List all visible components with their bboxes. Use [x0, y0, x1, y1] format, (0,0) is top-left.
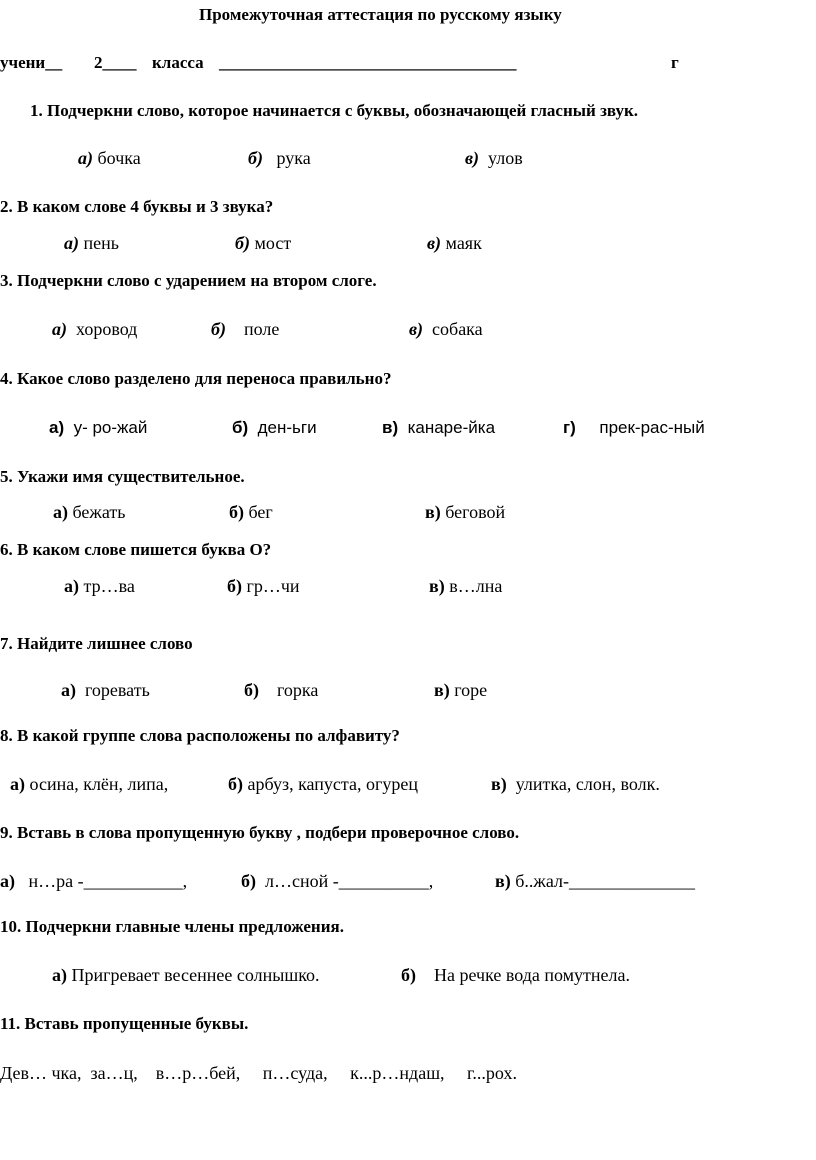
q2-option-b: [235, 233, 291, 254]
option-text: маяк: [445, 233, 482, 253]
option-label: г): [563, 418, 576, 437]
option-label: а): [0, 871, 15, 891]
q4-option-a: [49, 418, 147, 438]
option-label: в): [382, 418, 399, 437]
q10-option-b: [401, 965, 630, 986]
option-label: б): [229, 502, 244, 522]
option-label: а): [10, 774, 25, 794]
option-label: а): [52, 319, 67, 339]
option-text: улов: [488, 148, 523, 168]
grade-field: 2____: [94, 53, 137, 72]
option-text: гр…чи: [246, 576, 300, 596]
option-text: Пригревает весеннее солнышко.: [71, 965, 320, 985]
option-label: а): [64, 233, 79, 253]
q7-option-c: [434, 680, 487, 701]
option-label: а): [52, 965, 67, 985]
option-label: а): [78, 148, 93, 168]
q9-option-a: [0, 871, 187, 892]
q9-option-b: [241, 871, 433, 892]
option-text: хоровод: [76, 319, 138, 339]
option-label: б): [227, 576, 242, 596]
option-text: арбуз, капуста, огурец: [247, 774, 418, 794]
q8-option-a: [10, 774, 168, 795]
q4-option-c: [382, 418, 495, 438]
option-text: л…сной -__________,: [265, 871, 434, 891]
option-label: б): [232, 418, 249, 437]
option-text: собака: [432, 319, 483, 339]
question-10: 10. Подчеркни главные члены предложения.: [0, 917, 344, 936]
option-label: в): [495, 871, 511, 891]
option-text: ден-ьги: [257, 418, 317, 437]
q8-option-c: [491, 774, 660, 795]
option-label: б): [248, 148, 263, 168]
option-label: б): [241, 871, 256, 891]
option-label: а): [49, 418, 65, 437]
option-label: в): [409, 319, 424, 339]
option-text: прек-рас-ный: [599, 418, 705, 437]
q1-option-b: [248, 148, 311, 169]
option-label: б): [228, 774, 243, 794]
header-suffix: г: [671, 53, 679, 72]
question-4: 4. Какое слово разделено для переноса правильно?: [0, 369, 392, 388]
option-text: мост: [254, 233, 292, 253]
question-5: 5. Укажи имя существительное.: [0, 467, 245, 486]
q3-option-a: [52, 319, 137, 340]
question-7: 7. Найдите лишнее слово: [0, 634, 193, 653]
option-text: осина, клён, липа,: [29, 774, 169, 794]
option-text: улитка, слон, волк.: [515, 774, 660, 794]
page-title: Промежуточная аттестация по русскому языку: [199, 5, 562, 24]
q2-option-c: [427, 233, 482, 254]
q11-words: Дев… чка, за…ц, в…р…бей, п…суда, к...р…ндаш, г...рох.: [0, 1063, 517, 1083]
option-text: канаре-йка: [407, 418, 496, 437]
option-text: бег: [248, 502, 273, 522]
q9-option-c: [495, 871, 695, 892]
option-text: у- ро-жай: [73, 418, 148, 437]
q2-option-a: [64, 233, 119, 254]
option-text: в…лна: [449, 576, 503, 596]
option-label: в): [429, 576, 445, 596]
option-label: б): [235, 233, 250, 253]
q6-option-c: [429, 576, 502, 597]
question-2: 2. В каком слове 4 буквы и 3 звука?: [0, 197, 274, 216]
option-text: поле: [243, 319, 280, 339]
option-label: б): [244, 680, 259, 700]
option-label: а): [53, 502, 68, 522]
option-text: б..жал-______________: [515, 871, 695, 891]
option-label: а): [61, 680, 76, 700]
option-text: рука: [276, 148, 311, 168]
question-6: 6. В каком слове пишется буква О?: [0, 540, 272, 559]
option-label: в): [425, 502, 441, 522]
q7-option-a: [61, 680, 150, 701]
option-text: бежать: [72, 502, 126, 522]
question-1: 1. Подчеркни слово, которое начинается с буквы, обозначающей гласный звук.: [30, 101, 639, 120]
q4-option-b: [232, 418, 317, 438]
q10-option-a: [52, 965, 320, 986]
option-text: бочка: [97, 148, 141, 168]
option-label: в): [491, 774, 507, 794]
question-9: 9. Вставь в слова пропущенную букву , подбери проверочное слово.: [0, 823, 520, 842]
q5-option-c: [425, 502, 505, 523]
q8-option-b: [228, 774, 418, 795]
q1-option-a: [78, 148, 141, 169]
q5-option-b: [229, 502, 273, 523]
option-text: горка: [277, 680, 319, 700]
option-label: б): [401, 965, 416, 985]
q3-option-b: [211, 319, 279, 340]
option-text: горе: [454, 680, 488, 700]
q1-option-c: [465, 148, 523, 169]
option-text: пень: [83, 233, 119, 253]
question-8: 8. В какой группе слова расположены по алфавиту?: [0, 726, 400, 745]
q6-option-b: [227, 576, 300, 597]
option-text: На речке вода помутнела.: [434, 965, 631, 985]
option-text: горевать: [85, 680, 150, 700]
option-label: а): [64, 576, 79, 596]
question-3: 3. Подчеркни слово с ударением на втором слоге.: [0, 271, 377, 290]
q5-option-a: [53, 502, 125, 523]
option-text: беговой: [445, 502, 506, 522]
q3-option-c: [409, 319, 483, 340]
q6-option-a: [64, 576, 135, 597]
option-text: тр…ва: [83, 576, 135, 596]
question-11: 11. Вставь пропущенные буквы.: [0, 1014, 249, 1033]
option-label: в): [434, 680, 450, 700]
q7-option-b: [244, 680, 318, 701]
option-text: н…ра -___________,: [28, 871, 188, 891]
option-label: в): [465, 148, 480, 168]
option-label: б): [211, 319, 226, 339]
q4-option-d: [563, 418, 705, 438]
name-line: ___________________________________: [219, 53, 517, 72]
student-label: учени__: [0, 53, 63, 72]
option-label: в): [427, 233, 442, 253]
class-label: класса: [152, 53, 204, 72]
